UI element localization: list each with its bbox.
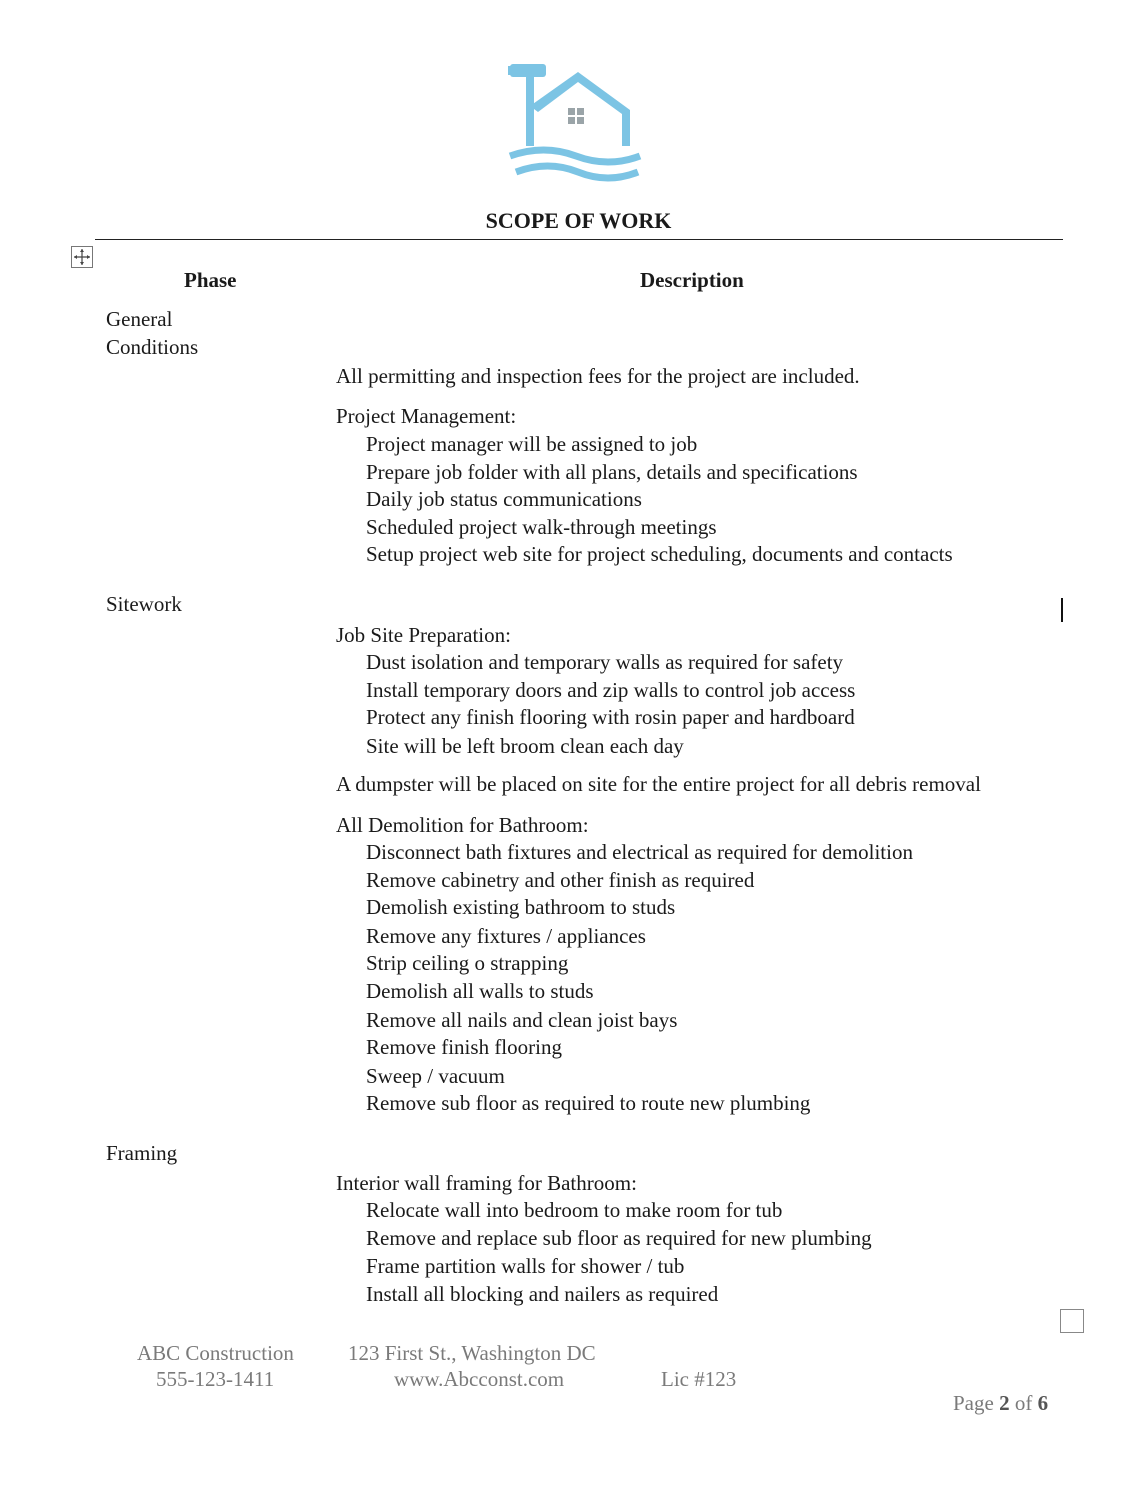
table-move-handle[interactable] (71, 246, 93, 268)
permits-text: All permitting and inspection fees for the project are included. (336, 364, 860, 388)
company-logo (504, 58, 644, 186)
list-item: Remove any fixtures / appliances (366, 924, 646, 948)
list-item: Remove cabinetry and other finish as required (366, 868, 755, 892)
phase-general-conditions-line2: Conditions (106, 335, 199, 359)
layout-checkbox[interactable] (1060, 1309, 1084, 1333)
text-cursor (1061, 598, 1063, 622)
list-item: Demolish all walls to studs (366, 979, 594, 1003)
page-current: 2 (999, 1391, 1010, 1415)
phase-framing: Framing (106, 1141, 178, 1165)
list-item: Setup project web site for project scheduling, documents and contacts (366, 542, 953, 566)
list-item: Install temporary doors and zip walls to control job access (366, 678, 856, 702)
pm-heading: Project Management: (336, 404, 517, 428)
footer-website: www.Abcconst.com (394, 1367, 565, 1391)
list-item: Dust isolation and temporary walls as required for safety (366, 650, 844, 674)
list-item: Install all blocking and nailers as required (366, 1282, 719, 1306)
list-item: Remove finish flooring (366, 1035, 562, 1059)
prep-heading: Job Site Preparation: (336, 623, 511, 647)
column-header-phase: Phase (184, 268, 237, 292)
list-item: Remove and replace sub floor as required for new plumbing (366, 1226, 872, 1250)
list-item: Demolish existing bathroom to studs (366, 895, 676, 919)
list-item: Disconnect bath fixtures and electrical as required for demolition (366, 840, 913, 864)
footer-company: ABC Construction (137, 1341, 294, 1365)
list-item: Remove sub floor as required to route new plumbing (366, 1091, 811, 1115)
title-divider (95, 239, 1063, 240)
list-item: Remove all nails and clean joist bays (366, 1008, 678, 1032)
page-word: Page (953, 1391, 994, 1415)
list-item: Scheduled project walk-through meetings (366, 515, 717, 539)
move-arrows-icon (72, 247, 92, 267)
phase-general-conditions-line1: General (106, 307, 173, 331)
list-item: Protect any finish flooring with rosin paper and hardboard (366, 705, 855, 729)
list-item: Frame partition walls for shower / tub (366, 1254, 685, 1278)
footer-license: Lic #123 (661, 1367, 737, 1391)
page-of: of (1014, 1391, 1033, 1415)
list-item: Prepare job folder with all plans, details and specifications (366, 460, 858, 484)
phase-sitework: Sitework (106, 592, 182, 616)
list-item: Daily job status communications (366, 487, 642, 511)
demo-heading: All Demolition for Bathroom: (336, 813, 589, 837)
list-item: Project manager will be assigned to job (366, 432, 698, 456)
page-number (953, 1391, 1048, 1416)
list-item: Sweep / vacuum (366, 1064, 505, 1088)
page-total: 6 (1037, 1391, 1049, 1415)
footer-address: 123 First St., Washington DC (348, 1341, 596, 1365)
column-header-description: Description (640, 268, 744, 292)
list-item: Site will be left broom clean each day (366, 734, 684, 758)
framing-heading: Interior wall framing for Bathroom: (336, 1171, 637, 1195)
document-title: SCOPE OF WORK (485, 208, 672, 233)
list-item: Relocate wall into bedroom to make room for tub (366, 1198, 783, 1222)
dumpster-text: A dumpster will be placed on site for the entire project for all debris removal (336, 772, 981, 796)
footer-phone: 555-123-1411 (156, 1367, 275, 1391)
list-item: Strip ceiling o strapping (366, 951, 569, 975)
